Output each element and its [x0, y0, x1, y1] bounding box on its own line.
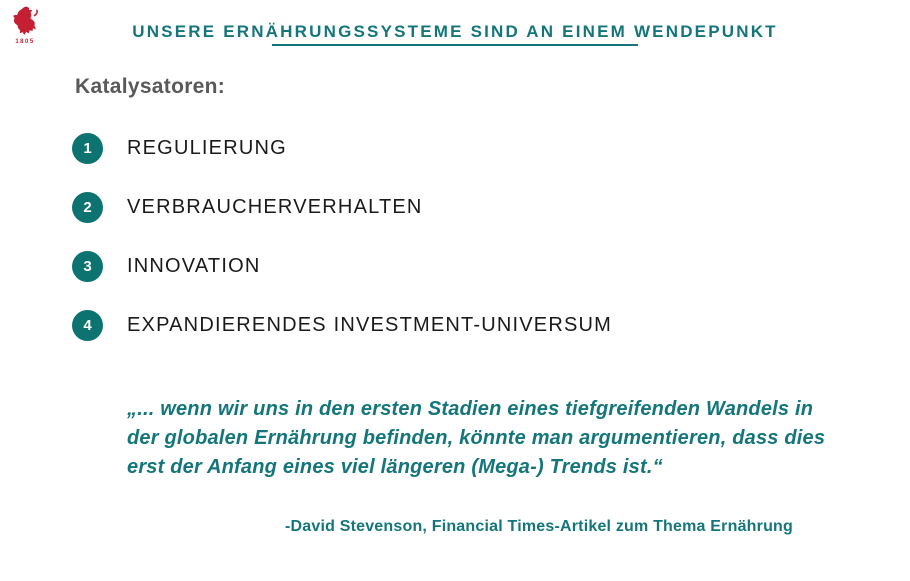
quote-line: „... wenn wir uns in den ersten Stadien eines tiefgreifenden Wandels in — [127, 398, 814, 420]
quote-line: erst der Anfang eines viel längeren (Mega-) Trends ist.“ — [127, 456, 663, 478]
catalyst-list — [72, 133, 612, 369]
list-item-label: REGULIERUNG — [127, 137, 287, 159]
quote-block — [127, 395, 825, 482]
list-item — [72, 133, 612, 164]
quote-line: der globalen Ernährung befinden, könnte man argumentieren, dass dies — [127, 427, 826, 449]
list-item — [72, 192, 612, 223]
page-title: UNSERE ERNÄHRUNGSSYSTEME SIND AN EINEM WENDEPUNKT — [132, 22, 778, 41]
header — [0, 23, 910, 42]
title-underline — [272, 44, 638, 46]
number-badge: 1 — [72, 133, 103, 164]
list-item-label: VERBRAUCHERVERHALTEN — [127, 196, 423, 218]
quote-attribution: -David Stevenson, Financial Times-Artikel zum Thema Ernährung — [284, 518, 793, 535]
list-item — [72, 251, 612, 282]
number-badge: 3 — [72, 251, 103, 282]
list-item — [72, 310, 612, 341]
number-badge: 2 — [72, 192, 103, 223]
list-item-label: INNOVATION — [127, 255, 261, 277]
brand-year: 1805 — [15, 39, 35, 45]
list-item-label: EXPANDIERENDES INVESTMENT-UNIVERSUM — [127, 314, 613, 336]
number-badge: 4 — [72, 310, 103, 341]
section-heading: Katalysatoren: — [75, 75, 226, 98]
